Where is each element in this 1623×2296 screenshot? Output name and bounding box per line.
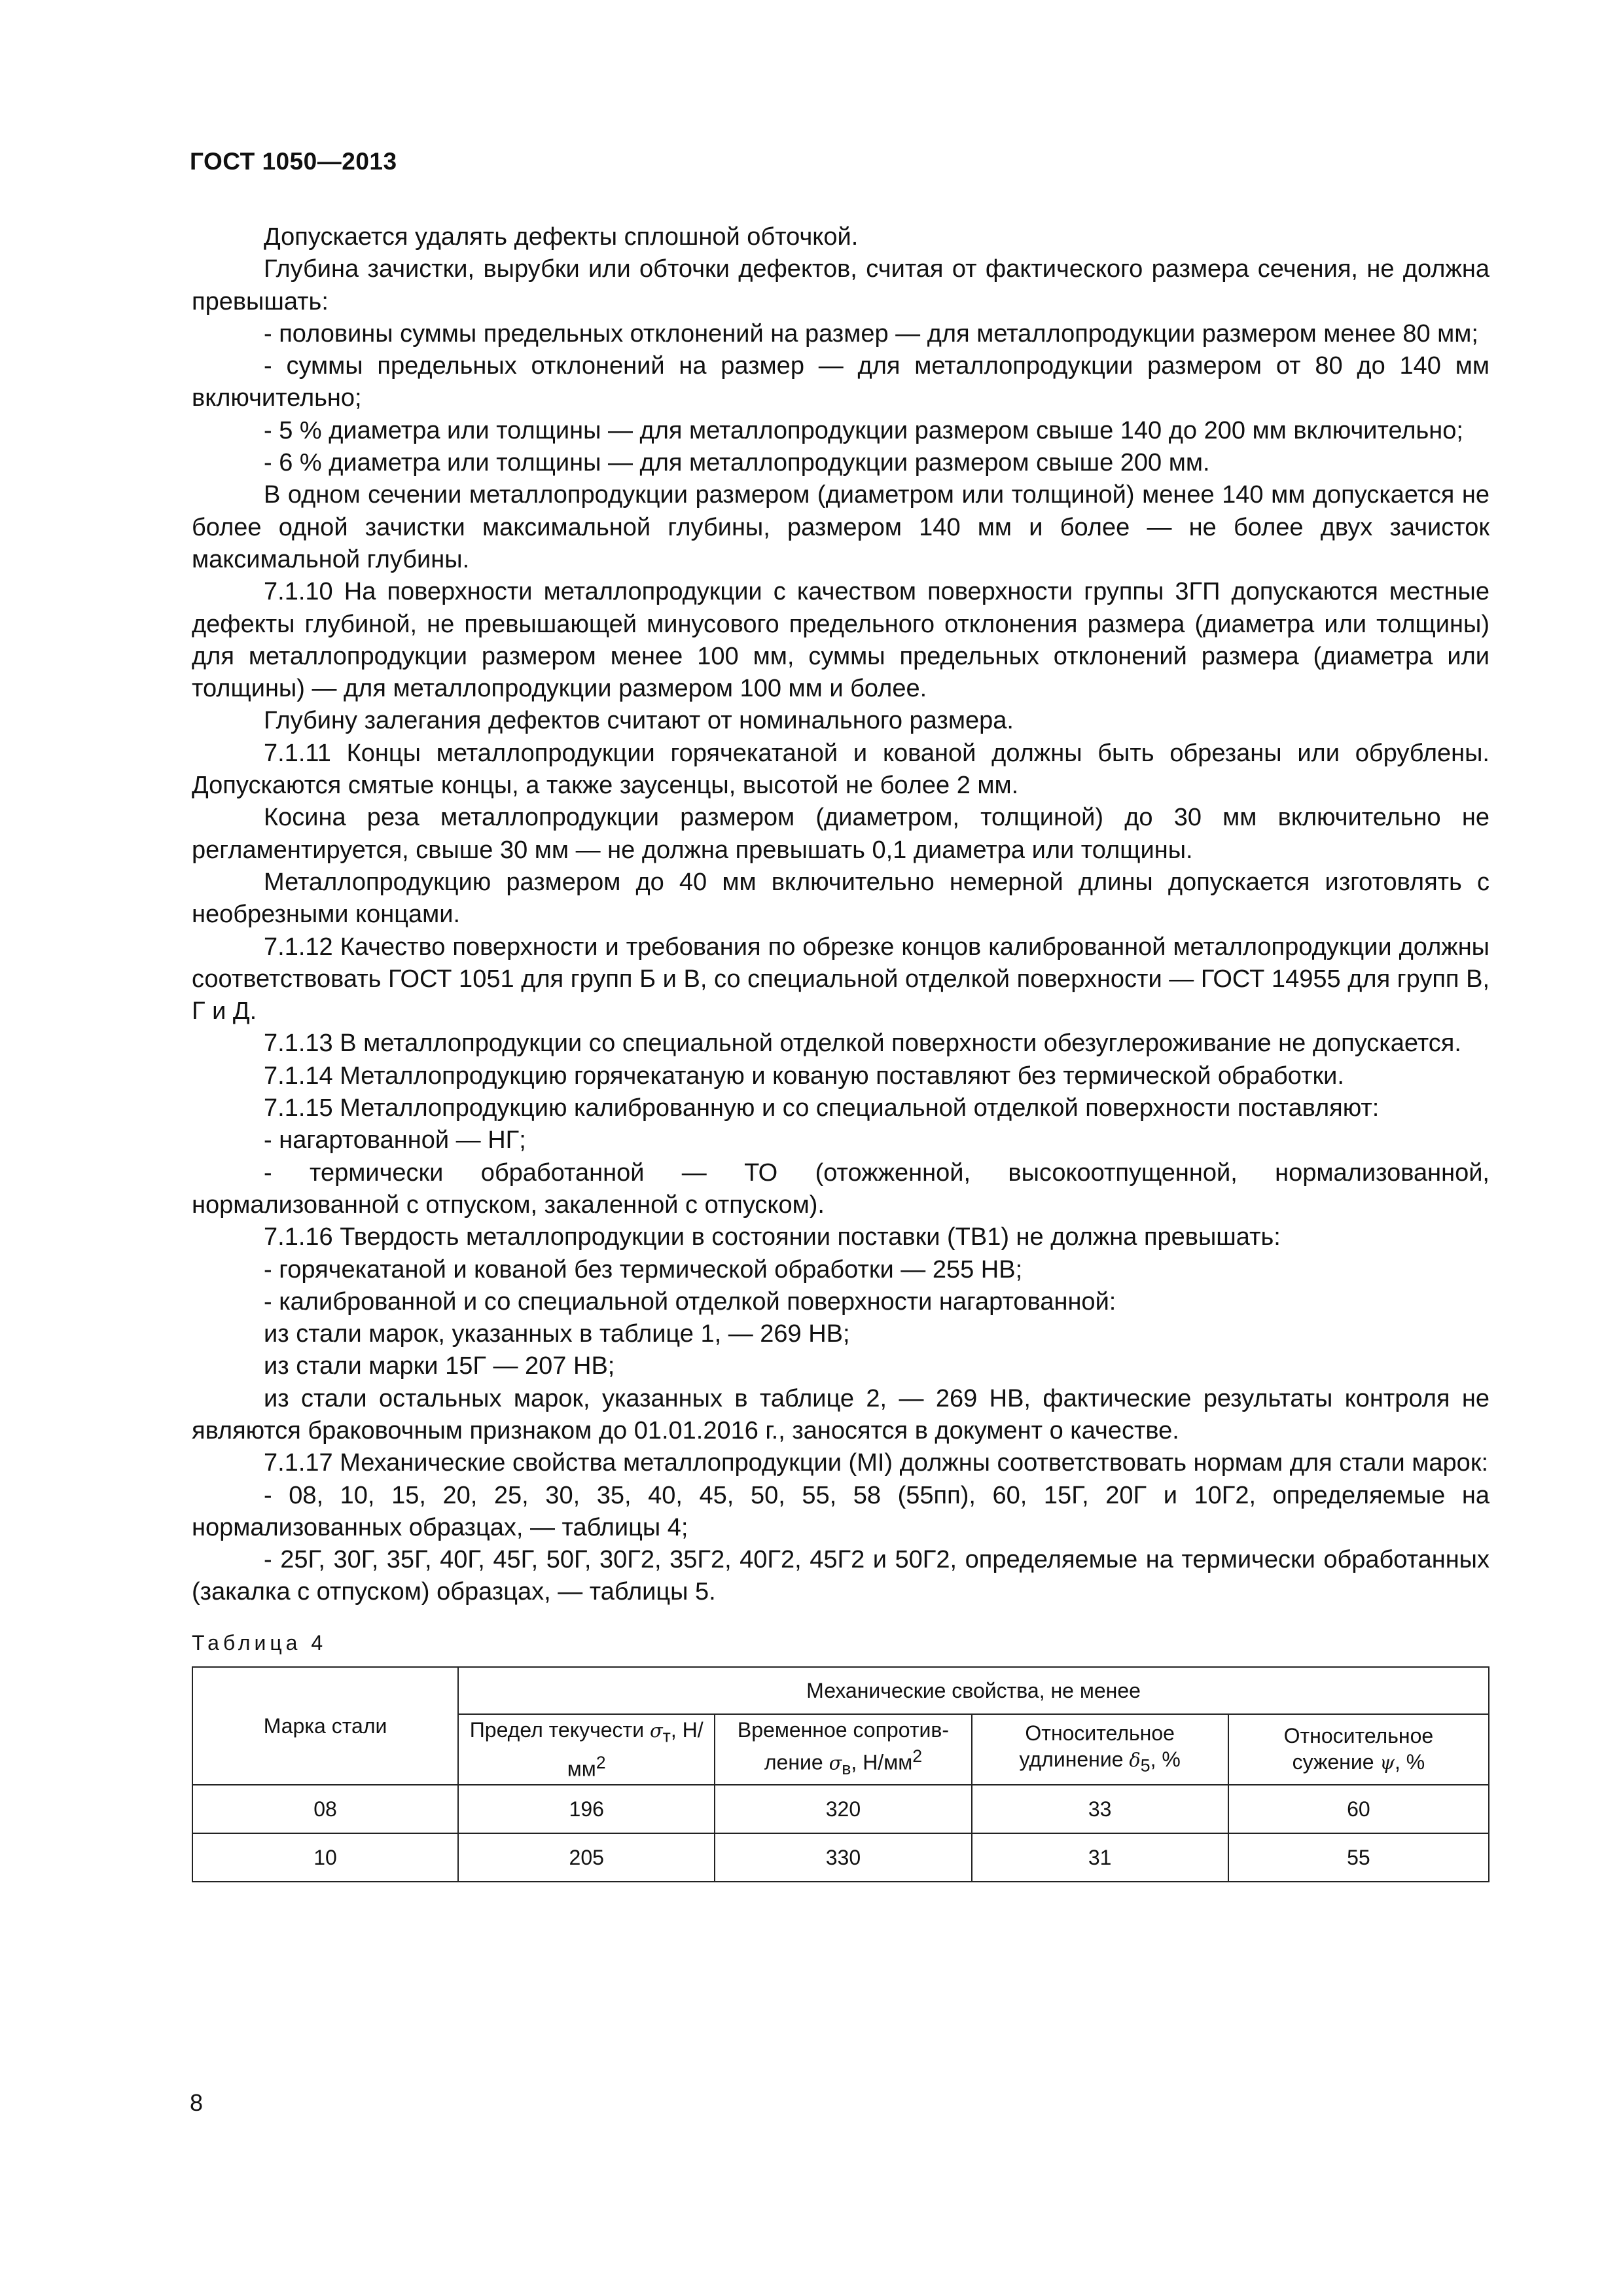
paragraph: Глубину залегания дефектов считают от номинального размера. [264, 707, 1014, 735]
paragraph: из стали остальных марок, указанных в таблице 2, — 269 НВ, фактические результаты контроля не являются браковочным признаком до 01.01.2016 г., заносятся в документ о качестве. [192, 1384, 1489, 1444]
clause-7-1-13: 7.1.13 В металлопродукции со специальной отделкой поверхности обезуглероживание не допускается. [264, 1030, 1461, 1058]
column-header-steel-grade: Марка стали [192, 1667, 458, 1785]
list-item: - нагартованной — НГ; [264, 1126, 526, 1155]
paragraph: Металлопродукцию размером до 40 мм включительно немерной длины допускается изготовлять с необрезными концами. [192, 868, 1489, 929]
clause-7-1-16: 7.1.16 Твердость металлопродукции в состоянии поставки (ТВ1) не должна превышать: [264, 1223, 1281, 1251]
cell-reduction-of-area: 60 [1228, 1785, 1489, 1833]
list-item: - горячекатаной и кованой без термической обработки — 255 НВ; [264, 1255, 1023, 1283]
list-item: - калиброванной и со специальной отделкой поверхности нагартованной: [264, 1287, 1116, 1316]
cell-elongation: 33 [972, 1785, 1228, 1833]
paragraph: Допускается удалять дефекты сплошной обточкой. [264, 223, 859, 251]
table-caption: Таблица 4 [192, 1630, 327, 1655]
cell-elongation: 31 [972, 1833, 1228, 1882]
page-number: 8 [190, 2089, 204, 2116]
paragraph: В одном сечении металлопродукции размером (диаметром или толщиной) менее 140 мм допускается не более одной зачистки максимальной глубины, размером 140 мм и более — не более двух зачисток максимальной глубины. [192, 481, 1489, 573]
paragraph: из стали марки 15Г — 207 НВ; [264, 1352, 615, 1380]
clause-7-1-14: 7.1.14 Металлопродукцию горячекатаную и кованую поставляют без термической обработки. [264, 1062, 1344, 1090]
cell-steel-grade: 10 [192, 1833, 458, 1882]
paragraph: из стали марок, указанных в таблице 1, — 269 НВ; [264, 1320, 850, 1348]
list-item: - половины суммы предельных отклонений на размер — для металлопродукции размером менее 80 мм; [264, 319, 1478, 348]
list-item: - 25Г, 30Г, 35Г, 40Г, 45Г, 50Г, 30Г2, 35Г2, 40Г2, 45Г2 и 50Г2, определяемые на термически обработанных (закалка с отпуском) образцах, — таблицы 5. [192, 1546, 1489, 1606]
list-item: - 08, 10, 15, 20, 25, 30, 35, 40, 45, 50, 55, 58 (55пп), 60, 15Г, 20Г и 10Г2, определяемые на нормализованных образцах, — таблицы 4; [192, 1481, 1489, 1541]
clause-7-1-17: 7.1.17 Механические свойства металлопродукции (МI) должны соответствовать нормам для стали марок: [264, 1449, 1488, 1477]
column-header-reduction-of-area: Относительное сужение ψ, % [1228, 1714, 1489, 1785]
column-header-elongation: Относительное удлинение $\delta_5$, % [972, 1714, 1228, 1785]
table-row [192, 1833, 1489, 1882]
clause-7-1-11: 7.1.11 Концы металлопродукции горячекатаной и кованой должны быть обрезаны или обрублены. Допускаются смятые концы, а также заусенцы, высотой не более 2 мм. [192, 739, 1489, 800]
list-item: - 6 % диаметра или толщины — для металлопродукции размером свыше 200 мм. [264, 449, 1210, 477]
list-item: - 5 % диаметра или толщины — для металлопродукции размером свыше 140 до 200 мм включительно; [264, 416, 1463, 444]
table-row [192, 1785, 1489, 1833]
document-header: ГОСТ 1050—2013 [190, 148, 397, 175]
list-item: - суммы предельных отклонений на размер — для металлопродукции размером от 80 до 140 мм включительно; [192, 352, 1489, 412]
cell-yield-strength: 205 [458, 1833, 715, 1882]
mechanical-properties-table [192, 1666, 1489, 1882]
cell-yield-strength: 196 [458, 1785, 715, 1833]
cell-steel-grade: 08 [192, 1785, 458, 1833]
cell-tensile-strength: 330 [715, 1833, 971, 1882]
cell-tensile-strength: 320 [715, 1785, 971, 1833]
cell-reduction-of-area: 55 [1228, 1833, 1489, 1882]
clause-7-1-12: 7.1.12 Качество поверхности и требования по обрезке концов калиброванной металлопродукции должны соответствовать ГОСТ 1051 для групп Б и В, со специальной отделкой поверхности — ГОСТ 14955 для групп В, Г и Д. [192, 933, 1489, 1026]
column-header-tensile-strength: Временное сопротив-ление $\sigma_в$, $Н/мм^2$ [715, 1714, 971, 1785]
column-header-yield-strength: Предел текучести $\sigma_т$, $Н/мм^2$ [458, 1714, 715, 1785]
clause-7-1-10: 7.1.10 На поверхности металлопродукции с качеством поверхности группы 3ГП допускаются местные дефекты глубиной, не превышающей минусового предельного отклонения размера (диаметра или толщины) для металлопродукции размером менее 100 мм, суммы предельных отклонений размера (диаметра или толщины) — для металлопродукции размером 100 мм и более. [192, 578, 1489, 703]
clause-7-1-15: 7.1.15 Металлопродукцию калиброванную и со специальной отделкой поверхности поставляют: [264, 1094, 1380, 1122]
column-group-header: Механические свойства, не менее [458, 1667, 1489, 1714]
paragraph: Глубина зачистки, вырубки или обточки дефектов, считая от фактического размера сечения, не должна превышать: [192, 255, 1489, 315]
paragraph: Косина реза металлопродукции размером (диаметром, толщиной) до 30 мм включительно не регламентируется, свыше 30 мм — не должна превышать 0,1 диаметра или толщины. [192, 804, 1489, 864]
list-item: - термически обработанной — ТО (отожженной, высокоотпущенной, нормализованной, нормализованной с отпуском, закаленной с отпуском). [192, 1158, 1489, 1219]
document-body [192, 221, 1489, 1882]
